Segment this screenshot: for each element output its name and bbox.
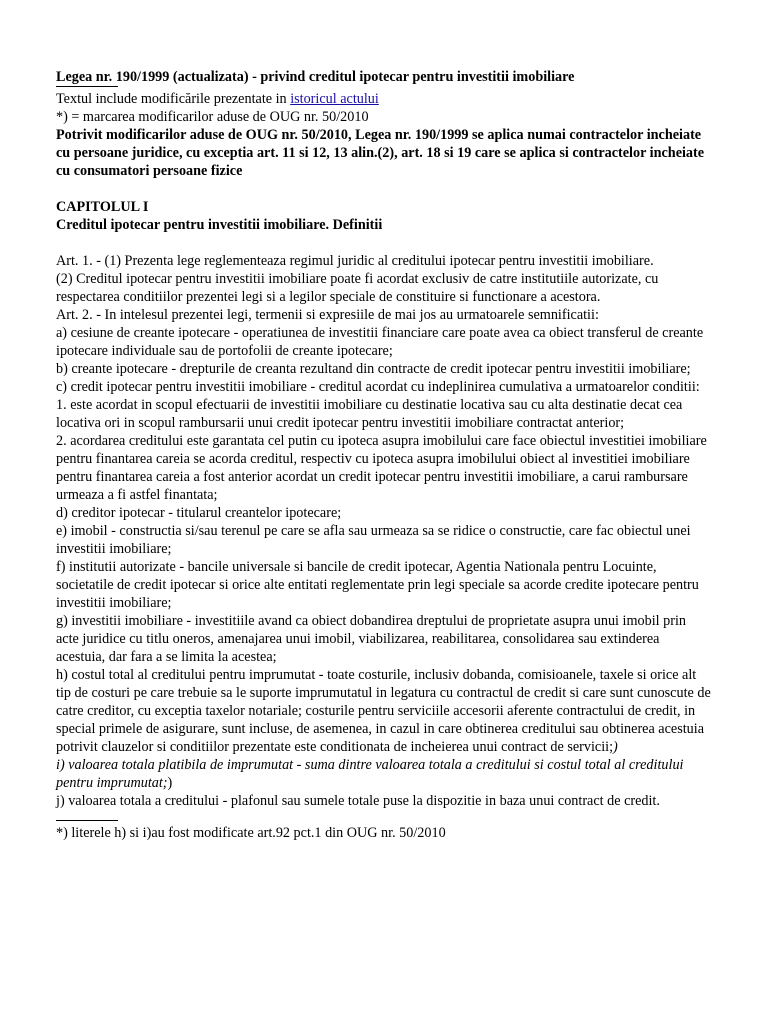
definition-a: a) cesiune de creante ipotecare - operatiunea de investitii financiare care poate avea ca obiect transferul de creante ipotecare individuale sau de portofolii de creante ipotecare; xyxy=(56,325,704,359)
definition-e: e) imobil - constructia si/sau terenul pe care se afla sau urmeaza sa se ridice o constructie, care fac obiectul unei investitii imobiliare; xyxy=(56,523,691,557)
definition-j: j) valoarea totala a creditului - plafonul sau sumele totale puse la dispozitie in baza unui contract de credit. xyxy=(56,793,660,809)
definition-c: c) credit ipotecar pentru investitii imobiliare - creditul acordat cu indeplinirea cumulativa a urmatoarelor conditii: xyxy=(56,379,700,395)
document-title: Legea nr. 190/1999 (actualizata) - privind creditul ipotecar pentru investitii imobiliare xyxy=(56,69,575,85)
definition-g: g) investitii imobiliare - investitiile avand ca obiect dobandirea dreptului de proprietate asupra unui imobil prin acte juridice cu titlu oneros, amenajarea unui imobil, viabilizarea, reabilitarea, consolidarea sau extinderea acestuia, dar fara a se limita la acestea; xyxy=(56,613,686,665)
article-2-intro: Art. 2. - In intelesul prezentei legi, termenii si expresiile de mai jos au urmatoarele semnificatii: xyxy=(56,307,599,323)
definition-h-marker: ) xyxy=(613,739,618,755)
document-page xyxy=(56,68,712,842)
definition-d: d) creditor ipotecar - titularul creantelor ipotecare; xyxy=(56,505,342,521)
intro-line xyxy=(56,90,712,108)
definition-h xyxy=(56,666,712,756)
applicability-note: Potrivit modificarilor aduse de OUG nr. 50/2010, Legea nr. 190/1999 se aplica numai contractelor incheiate cu persoane juridice, cu exceptia art. 11 si 12, 13 alin.(2), art. 18 si 19 care se aplica si contractelor incheiate cu consumatori persoane fizice xyxy=(56,127,705,179)
definition-i-text: i) valoarea totala platibila de imprumutat - suma dintre valoarea totala a creditului si costul total al creditului pentru imprumutat; xyxy=(56,757,684,791)
definition-b: b) creante ipotecare - drepturile de creanta rezultand din contracte de credit ipotecar pentru investitii imobiliare; xyxy=(56,361,691,377)
definition-f: f) institutii autorizate - bancile universale si bancile de credit ipotecar, Agentia Nationala pentru Locuinte, societatile de credit ipotecar si orice alte entitati reglementate prin legi speciale sa acorde credite ipotecare pentru investitii imobiliare; xyxy=(56,559,699,611)
chapter-title: Creditul ipotecar pentru investitii imobiliare. Definitii xyxy=(56,217,383,233)
footnote-separator xyxy=(56,820,118,821)
definition-i-marker: ) xyxy=(167,775,173,791)
intro-text: Textul include modificările prezentate in xyxy=(56,91,291,107)
definition-c-condition-2: 2. acordarea creditului este garantata cel putin cu ipoteca asupra imobilului care face obiectul investitiei imobiliare pentru finantarea careia se acorda creditul, respectiv cu ipoteca asupra imobilului obiect al investitiei imobiliare pentru finantarea careia a fost anterior acordat un credit ipotecar pentru investitii imobiliare, a carui rambursare urmeaza a fi astfel finantata; xyxy=(56,433,707,503)
footnote: *) literele h) si i)au fost modificate art.92 pct.1 din OUG nr. 50/2010 xyxy=(56,825,446,841)
chapter-number: CAPITOLUL I xyxy=(56,199,149,215)
history-link[interactable]: istoricul actului xyxy=(290,91,379,107)
article-1-paragraph-1: Art. 1. - (1) Prezenta lege reglementeaza regimul juridic al creditului ipotecar pentru investitii imobiliare. xyxy=(56,253,654,269)
article-1-paragraph-2: (2) Creditul ipotecar pentru investitii imobiliare poate fi acordat exclusiv de catre institutiile autorizate, cu respectarea conditiilor prezentei legi si a legilor speciale de constituire si functionare a acestora. xyxy=(56,271,659,305)
definition-h-text: h) costul total al creditului pentru imprumutat - toate costurile, inclusiv dobanda, comisioanele, taxele si orice alt tip de costuri pe care trebuie sa le suporte imprumutatul in legatura cu contractul de credit si care sunt cunoscute de catre creditor, cu exceptia taxelor notariale; costurile pentru serviciile accesorii aferente contractului de credit, in special primele de asigurare, sunt incluse, de asemenea, in cazul in care obtinerea creditului sau obtinerea acestuia potrivit clauzelor si conditiilor prezentate este conditionata de incheierea unui contract de servicii; xyxy=(56,667,711,755)
definition-c-condition-1: 1. este acordat in scopul efectuarii de investitii imobiliare cu destinatie locativa sau cu alta destinatie decat cea locativa ori in scopul rambursarii unui credit ipotecar pentru investitii imobiliare contractat anterior; xyxy=(56,397,683,431)
marking-note: *) = marcarea modificarilor aduse de OUG nr. 50/2010 xyxy=(56,109,369,125)
separator-line xyxy=(56,86,118,87)
definition-i xyxy=(56,756,712,792)
